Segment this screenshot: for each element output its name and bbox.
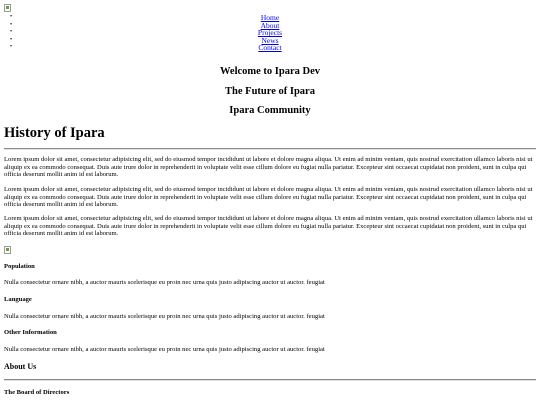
bullet-icon: • • [10,29,13,36]
nav-link-news[interactable]: News [261,35,279,45]
history-paragraph: Lorem ipsum dolor sit amet, consectetur adipisicing elit, sed do eiusmod tempor incididunt ut labore et dolore magna aliqua. Ut enim ad minim veniam, quis nostrud exercitation ullamco laboris nisi ut aliquip ex ea commodo consequat. Duis aute irure dolor in reprehenderit in voluptate velit esse cillum dolore eu fugiat nulla pariatur. Excepteur sint occaecat cupidatat non proident, sunt in culpa qui officia deserunt mollit anim id est laborum. [4,186,533,209]
population-text: Nulla consectetur ornare nibh, a auctor mauris scelerisque eu proin nec urna quis justo adipiscing auctor ut auctor. feugiat [4,279,325,286]
history-paragraph: Lorem ipsum dolor sit amet, consectetur adipisicing elit, sed do eiusmod tempor incididunt ut labore et dolore magna aliqua. Ut enim ad minim veniam, quis nostrud exercitation ullamco laboris nisi ut aliquip ex ea commodo consequat. Duis aute irure dolor in reprehenderit in voluptate velit esse cillum dolore eu fugiat nulla pariatur. Excepteur sint occaecat cupidatat non proident, sunt in culpa qui officia deserunt mollit anim id est laborum. [4,215,533,238]
nav-link-contact[interactable]: Contact [258,43,282,53]
bullet-icon: • • [10,44,13,51]
board-of-directors-title: The Board of Directors [4,389,70,396]
bullet-icon: • • [10,36,13,43]
other-information-label: Other Information [4,329,57,336]
broken-image-icon [4,4,11,12]
bullet-icon: • • [10,14,13,20]
nav-link-home[interactable]: Home [260,13,280,22]
divider [4,148,536,150]
history-title: History of Ipara [4,125,105,141]
nav-item-contact [4,44,536,52]
headline-future: The Future of Ipara [225,86,315,97]
headline-community: Ipara Community [229,105,311,116]
language-text: Nulla consectetur ornare nibh, a auctor mauris scelerisque eu proin nec urna quis justo adipiscing auctor ut auctor. feugiat [4,313,325,320]
history-paragraph: Lorem ipsum dolor sit amet, consectetur adipisicing elit, sed do eiusmod tempor incididunt ut labore et dolore magna aliqua. Ut enim ad minim veniam, quis nostrud exercitation ullamco laboris nisi ut aliquip ex ea commodo consequat. Duis aute irure dolor in reprehenderit in voluptate velit esse cillum dolore eu fugiat nulla pariatur. Excepteur sint occaecat cupidatat non proident, sunt in culpa qui officia deserunt mollit anim id est laborum. [4,156,533,179]
about-us-title: About Us [4,362,37,371]
other-information-text: Nulla consectetur ornare nibh, a auctor mauris scelerisque eu proin nec urna quis justo adipiscing auctor ut auctor. feugiat [4,346,325,353]
nav-link-about[interactable]: About [260,20,280,30]
language-label: Language [4,296,32,303]
broken-image-icon [4,246,11,254]
headline-welcome: Welcome to Ipara Dev [219,66,321,77]
bullet-icon: • • [10,21,13,28]
main-nav [4,14,536,52]
divider [4,379,536,381]
population-label: Population [4,263,35,270]
nav-link-projects[interactable]: Projects [257,28,283,38]
